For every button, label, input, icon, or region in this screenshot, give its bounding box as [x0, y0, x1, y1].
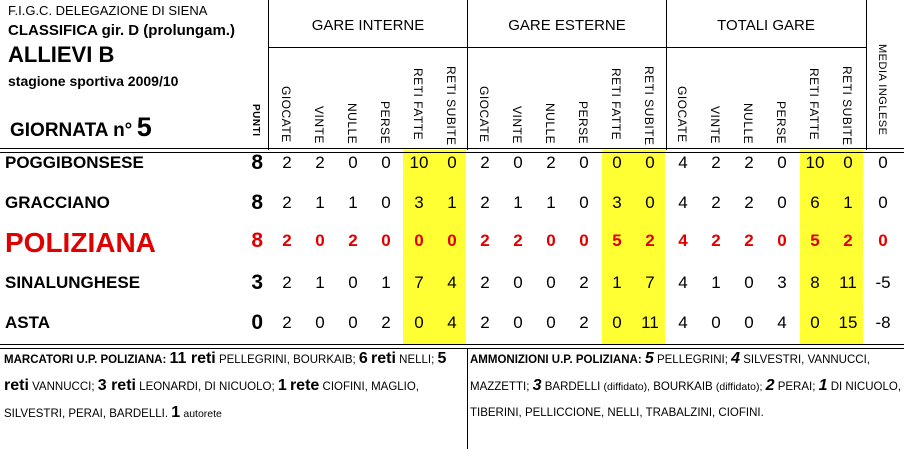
- cell-vinte-interne: 0: [315, 313, 325, 332]
- cell-nulle-esterne: 0: [546, 313, 556, 332]
- team-points: 8: [251, 229, 263, 252]
- cell-vinte-totali: 0: [711, 313, 721, 332]
- cell-nulle-totali: 0: [744, 273, 754, 292]
- team-name: SINALUNGHESE: [5, 273, 141, 292]
- cell-vinte-esterne: 2: [513, 231, 523, 250]
- cell-nulle-totali: 2: [744, 231, 754, 250]
- ammonizioni-n1: 5: [644, 350, 654, 367]
- col-perse-esterne: PERSE: [576, 101, 590, 145]
- ammonizioni-t2: SILVESTRI,: [743, 354, 805, 366]
- team-name: POLIZIANA: [5, 227, 156, 258]
- cell-reti-fatte-esterne: 0: [612, 153, 622, 172]
- grid-line: [268, 47, 866, 48]
- col-reti-subite-esterne: RETI SUBITE: [642, 66, 656, 146]
- cell-nulle-esterne: 0: [546, 231, 556, 250]
- cell-perse-interne: 0: [381, 153, 391, 172]
- marcatori-n2a: 6: [358, 350, 368, 367]
- cell-perse-esterne: 0: [579, 231, 589, 250]
- ammonizioni-t2b: VANNUCCI, MAZZETTI;: [470, 354, 870, 393]
- cell-giocate-esterne: 2: [480, 273, 490, 292]
- col-reti-fatte-esterne: RETI FATTE: [609, 68, 623, 141]
- cell-giocate-totali: 4: [678, 273, 688, 292]
- cell-vinte-totali: 2: [711, 231, 721, 250]
- cell-reti-subite-esterne: 0: [645, 153, 655, 172]
- cell-perse-esterne: 2: [579, 313, 589, 332]
- cell-nulle-interne: 0: [348, 153, 358, 172]
- cell-vinte-interne: 1: [315, 273, 325, 292]
- cell-reti-subite-totali: 11: [839, 273, 857, 292]
- cell-nulle-esterne: 1: [546, 193, 556, 212]
- cell-vinte-interne: 1: [315, 193, 325, 212]
- cell-nulle-totali: 2: [744, 153, 754, 172]
- marcatori-n4: 3 reti: [97, 377, 136, 394]
- ammonizioni-n5: 1: [818, 377, 828, 394]
- cell-media-inglese: -8: [875, 313, 891, 332]
- cell-reti-fatte-totali: 6: [810, 193, 820, 212]
- cell-vinte-totali: 2: [711, 153, 721, 172]
- marcatori-n3: 5 reti: [4, 350, 447, 394]
- cell-giocate-esterne: 2: [480, 153, 490, 172]
- cell-reti-subite-totali: 0: [843, 153, 853, 172]
- cell-reti-fatte-totali: 5: [810, 231, 820, 250]
- col-giocate-interne: GIOCATE: [279, 86, 293, 143]
- team-points: 8: [251, 191, 263, 214]
- grid-line: [666, 0, 667, 150]
- cell-reti-subite-interne: 4: [447, 273, 457, 292]
- ammonizioni-n3: 3: [532, 377, 542, 394]
- group-totali-gare: TOTALI GARE: [717, 17, 815, 34]
- cell-nulle-esterne: 2: [546, 153, 556, 172]
- cell-reti-fatte-interne: 0: [414, 231, 424, 250]
- grid-line: [467, 0, 468, 150]
- cell-giocate-interne: 2: [282, 231, 292, 250]
- cell-perse-interne: 0: [381, 193, 391, 212]
- cell-vinte-esterne: 0: [513, 153, 523, 172]
- figc-label: F.I.G.C. DELEGAZIONE DI SIENA: [8, 3, 208, 18]
- cell-perse-totali: 4: [777, 313, 787, 332]
- col-vinte-interne: VINTE: [312, 106, 326, 144]
- marcatori-n2b: reti: [371, 350, 396, 367]
- ammonizioni-title: AMMONIZIONI U.P. POLIZIANA:: [470, 354, 642, 366]
- col-reti-subite-interne: RETI SUBITE: [444, 66, 458, 146]
- marcatori-n5a: 1: [277, 377, 287, 394]
- cell-nulle-esterne: 0: [546, 273, 556, 292]
- cell-vinte-esterne: 0: [513, 313, 523, 332]
- marcatori-t1: PELLEGRINI, BOURKAIB;: [218, 354, 356, 366]
- col-nulle-interne: NULLE: [345, 103, 359, 145]
- ammonizioni-t1: PELLEGRINI;: [656, 354, 728, 366]
- cell-reti-fatte-totali: 10: [805, 153, 825, 172]
- ammonizioni-t5: DI NICUOLO, TIBERINI, PELLICCIONE, NELLI,: [470, 381, 902, 419]
- category-title: ALLIEVI B: [8, 42, 115, 67]
- team-points: 0: [251, 311, 263, 334]
- team-name: ASTA: [5, 313, 51, 332]
- ammonizioni-t5b: TRABALZINI, CIOFINI.: [645, 407, 764, 419]
- col-nulle-totali: NULLE: [741, 103, 755, 145]
- classifica-label: CLASSIFICA gir. D (prolungam.): [8, 22, 235, 39]
- cell-reti-subite-interne: 0: [447, 153, 457, 172]
- cell-giocate-esterne: 2: [480, 313, 490, 332]
- team-name: GRACCIANO: [5, 193, 110, 212]
- ammonizioni-diffidato-1: (diffidato),: [603, 381, 651, 393]
- cell-reti-fatte-esterne: 0: [612, 313, 622, 332]
- marcatori-t2: NELLI;: [399, 354, 435, 366]
- cell-media-inglese: 0: [878, 231, 888, 250]
- cell-perse-totali: 0: [777, 153, 787, 172]
- team-name: POGGIBONSESE: [5, 153, 144, 172]
- cell-reti-subite-esterne: 0: [645, 193, 655, 212]
- cell-reti-fatte-interne: 7: [414, 273, 424, 292]
- giornata-number: 5: [136, 112, 152, 142]
- cell-vinte-totali: 1: [711, 273, 721, 292]
- giornata-text: GIORNATA n°: [10, 120, 133, 141]
- ammonizioni-t3: BARDELLI: [544, 381, 601, 393]
- cell-reti-subite-interne: 1: [447, 193, 457, 212]
- cell-perse-esterne: 2: [579, 273, 589, 292]
- cell-reti-subite-totali: 2: [843, 231, 853, 250]
- col-vinte-esterne: VINTE: [510, 106, 524, 144]
- cell-reti-subite-esterne: 11: [641, 313, 659, 332]
- cell-reti-subite-totali: 15: [838, 313, 858, 332]
- season-label: stagione sportiva 2009/10: [8, 73, 179, 89]
- cell-media-inglese: 0: [878, 153, 888, 172]
- cell-vinte-totali: 2: [711, 193, 721, 212]
- marcatori-t4: LEONARDI, DI NICUOLO;: [139, 381, 275, 393]
- marcatori-t5: CIOFINI, MAGLIO, SILVESTRI, PERAI, BARDELLI.: [4, 381, 419, 420]
- col-media-inglese: MEDIA INGLESE: [876, 44, 888, 136]
- cell-nulle-totali: 2: [744, 193, 754, 212]
- marcatori-title: MARCATORI U.P. POLIZIANA:: [4, 354, 167, 366]
- marcatori-n5b: rete: [289, 377, 320, 394]
- cell-giocate-totali: 4: [678, 313, 688, 332]
- marcatori-t3: VANNUCCI;: [32, 381, 95, 393]
- cell-nulle-interne: 0: [348, 273, 358, 292]
- cell-giocate-esterne: 2: [480, 193, 490, 212]
- cell-reti-subite-esterne: 7: [645, 273, 655, 292]
- col-punti: PUNTI: [250, 104, 261, 137]
- ammonizioni-n4: 2: [765, 377, 775, 394]
- col-reti-fatte-totali: RETI FATTE: [807, 68, 821, 141]
- cell-vinte-interne: 0: [315, 231, 325, 250]
- col-reti-fatte-interne: RETI FATTE: [411, 68, 425, 141]
- cell-perse-esterne: 0: [579, 153, 589, 172]
- cell-reti-fatte-interne: 10: [409, 153, 429, 172]
- cell-reti-subite-esterne: 2: [645, 231, 655, 250]
- cell-reti-fatte-esterne: 5: [612, 231, 622, 250]
- group-gare-esterne: GARE ESTERNE: [508, 17, 626, 34]
- cell-nulle-interne: 2: [348, 231, 358, 250]
- ammonizioni-diffidato-2: (diffidato);: [715, 381, 763, 393]
- cell-perse-interne: 2: [381, 313, 391, 332]
- marcatori-t6: autorete: [183, 408, 222, 420]
- cell-giocate-interne: 2: [282, 153, 292, 172]
- cell-reti-fatte-totali: 0: [810, 313, 820, 332]
- marcatori-n6: 1: [171, 404, 181, 421]
- col-perse-interne: PERSE: [378, 101, 392, 145]
- team-points: 3: [251, 271, 263, 294]
- marcatori-n1: 11 reti: [169, 350, 216, 367]
- ammonizioni-n2: 4: [731, 350, 741, 367]
- marcatori-section: [4, 346, 464, 427]
- col-giocate-esterne: GIOCATE: [477, 86, 491, 143]
- giornata-label: [10, 112, 152, 143]
- cell-perse-totali: 0: [777, 231, 787, 250]
- cell-reti-fatte-esterne: 1: [612, 273, 622, 292]
- cell-nulle-interne: 0: [348, 313, 358, 332]
- grid-line: [268, 0, 269, 150]
- footer-divider: [467, 349, 468, 449]
- cell-giocate-totali: 4: [678, 153, 688, 172]
- ammonizioni-t3b: BOURKAIB: [653, 381, 713, 393]
- cell-media-inglese: 0: [878, 193, 888, 212]
- cell-vinte-esterne: 0: [513, 273, 523, 292]
- cell-media-inglese: -5: [875, 273, 891, 292]
- cell-nulle-interne: 1: [348, 193, 358, 212]
- cell-giocate-totali: 4: [678, 193, 688, 212]
- cell-reti-subite-interne: 4: [447, 313, 457, 332]
- team-points: 8: [251, 151, 263, 174]
- cell-perse-interne: 0: [381, 231, 391, 250]
- col-nulle-esterne: NULLE: [543, 103, 557, 145]
- ammonizioni-section: [470, 346, 902, 426]
- cell-reti-fatte-esterne: 3: [612, 193, 622, 212]
- cell-reti-fatte-interne: 0: [414, 313, 424, 332]
- grid-line: [866, 0, 867, 150]
- cell-giocate-interne: 2: [282, 313, 292, 332]
- cell-giocate-esterne: 2: [480, 231, 490, 250]
- group-gare-interne: GARE INTERNE: [311, 17, 425, 34]
- cell-perse-totali: 0: [777, 193, 787, 212]
- cell-giocate-interne: 2: [282, 273, 292, 292]
- col-reti-subite-totali: RETI SUBITE: [840, 66, 854, 146]
- cell-vinte-esterne: 1: [513, 193, 523, 212]
- cell-reti-fatte-totali: 8: [810, 273, 820, 292]
- cell-perse-totali: 3: [777, 273, 787, 292]
- cell-reti-subite-totali: 1: [843, 193, 853, 212]
- col-giocate-totali: GIOCATE: [675, 86, 689, 143]
- col-perse-totali: PERSE: [774, 101, 788, 145]
- cell-vinte-interne: 2: [315, 153, 325, 172]
- cell-reti-fatte-interne: 3: [414, 193, 424, 212]
- cell-perse-interne: 1: [381, 273, 391, 292]
- cell-reti-subite-interne: 0: [447, 231, 457, 250]
- ammonizioni-t4: PERAI;: [777, 381, 816, 393]
- cell-giocate-totali: 4: [678, 231, 688, 250]
- col-vinte-totali: VINTE: [708, 106, 722, 144]
- cell-nulle-totali: 0: [744, 313, 754, 332]
- cell-perse-esterne: 0: [579, 193, 589, 212]
- cell-giocate-interne: 2: [282, 193, 292, 212]
